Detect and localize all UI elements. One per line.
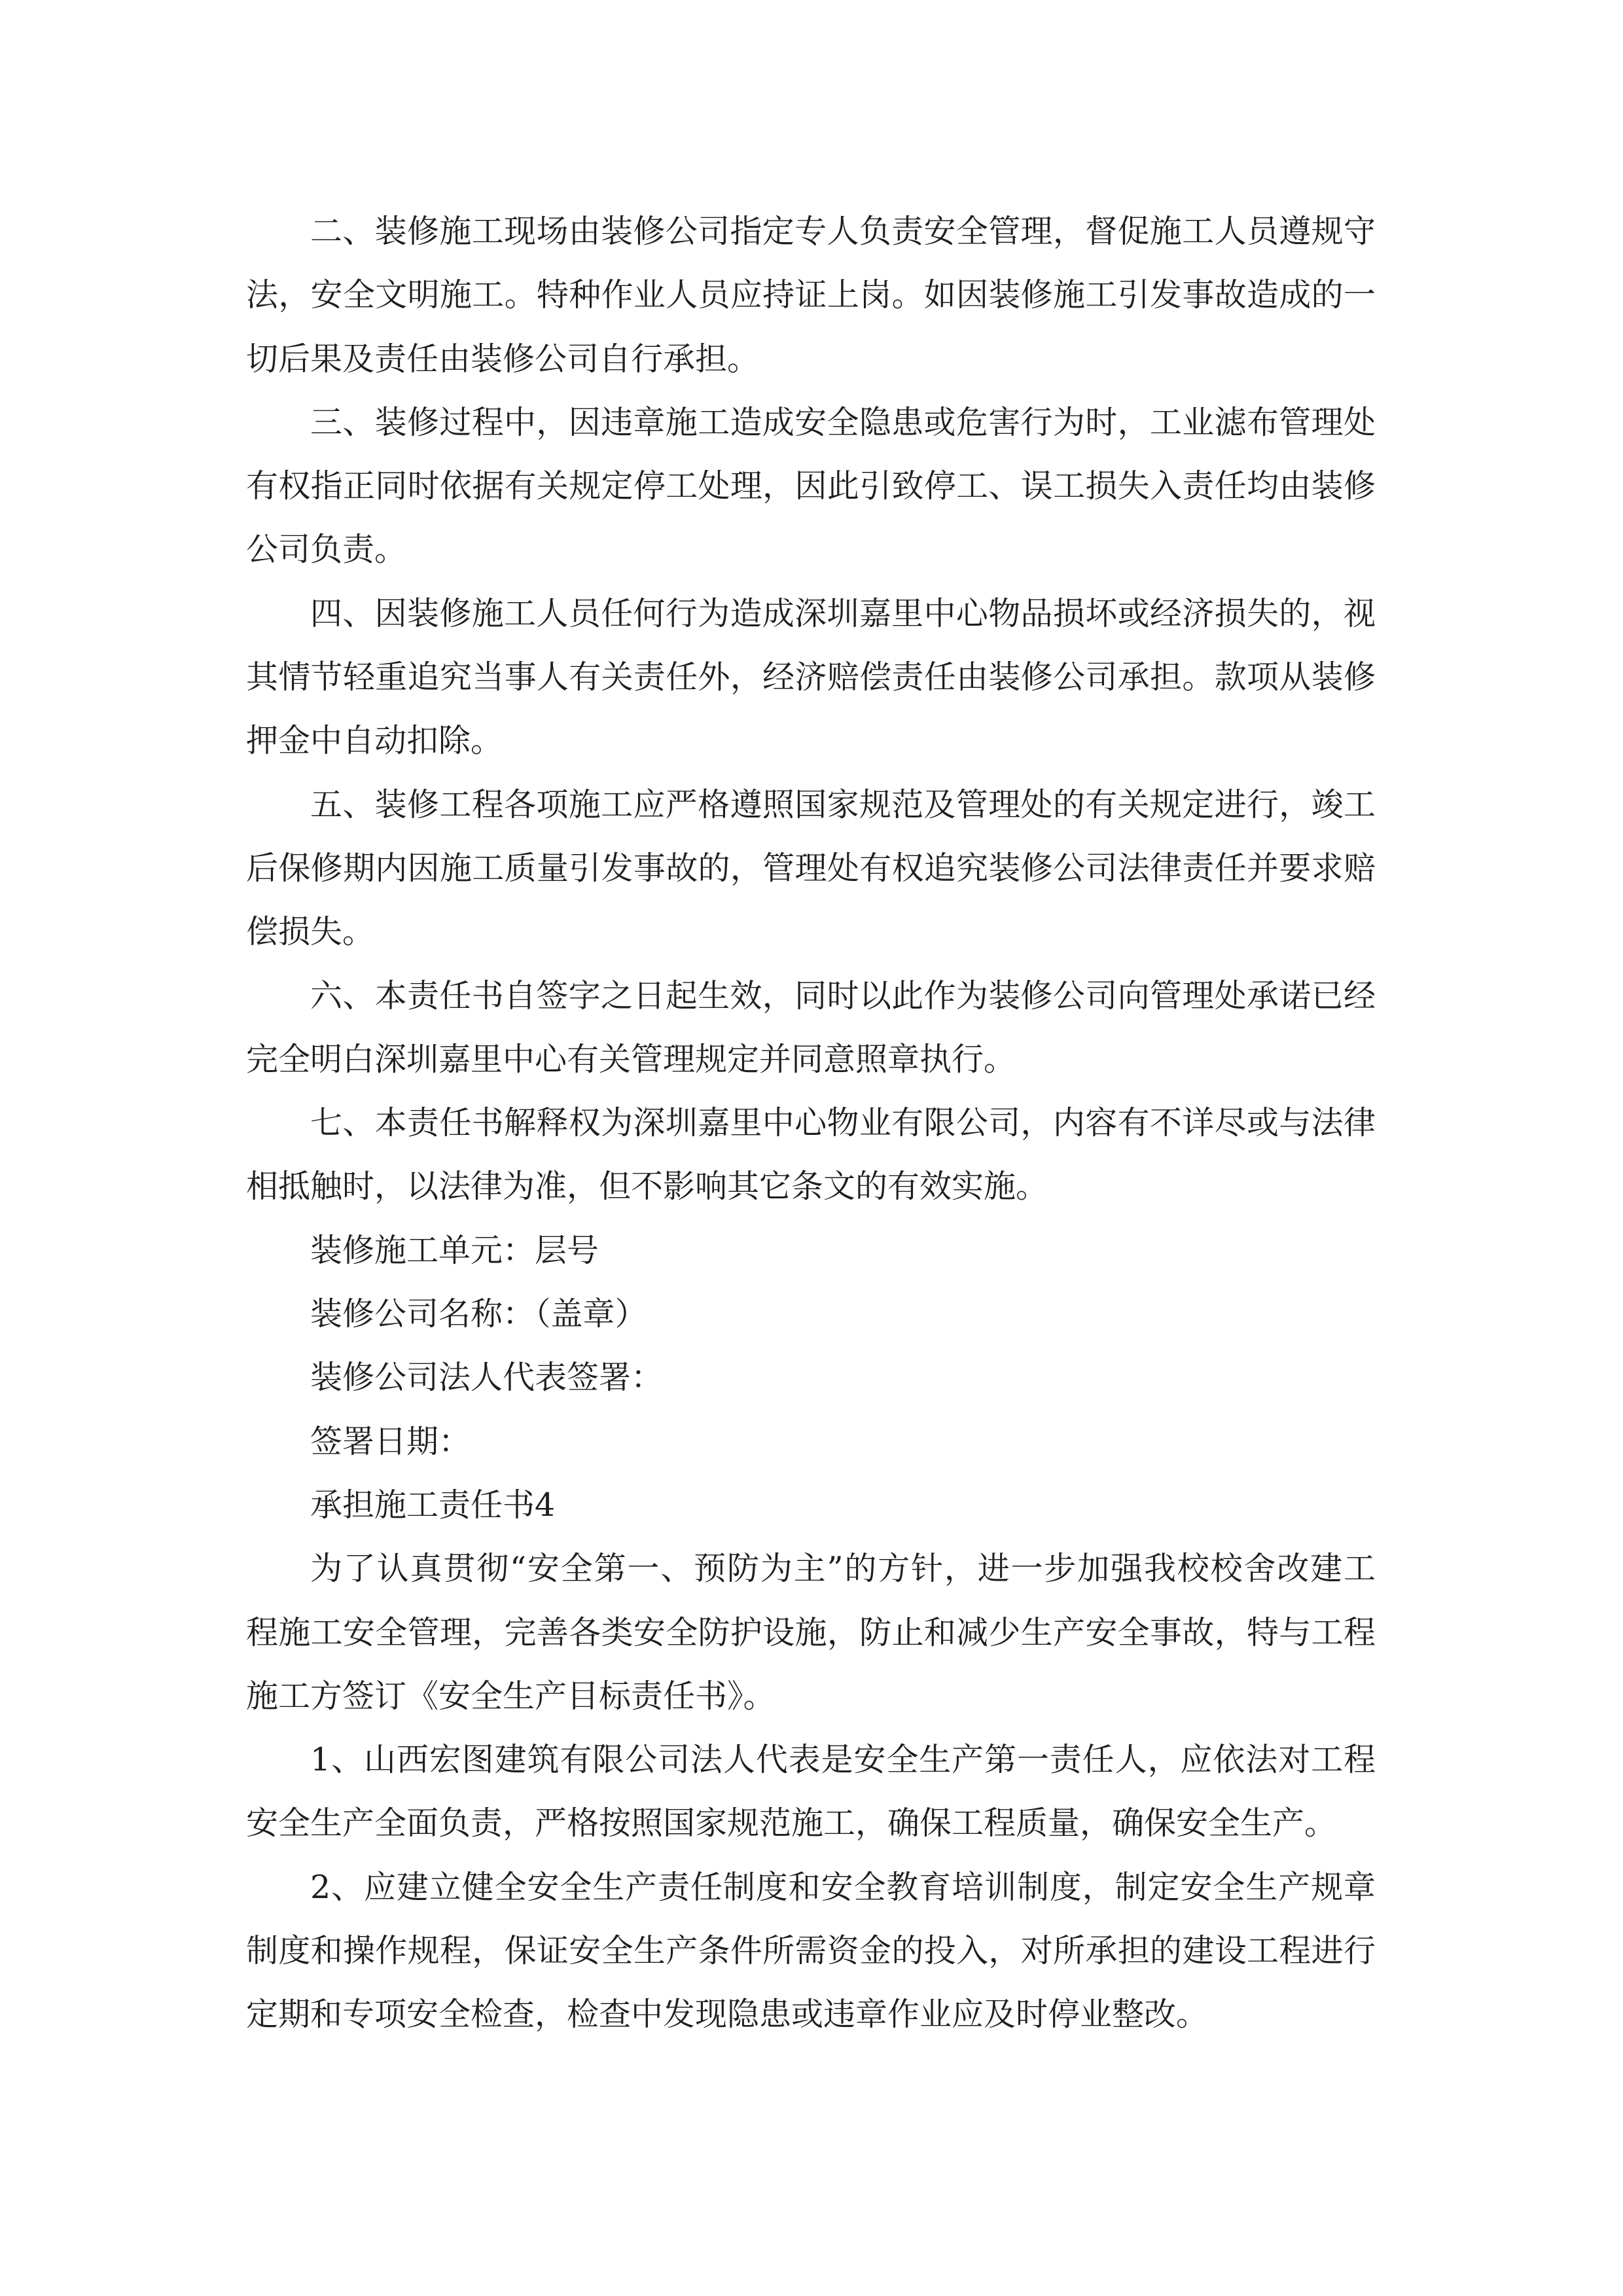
- field-label: 装修公司名称：（盖章）: [310, 1295, 647, 1333]
- paragraph-line: 切后果及责任由装修公司自行承担。: [246, 340, 760, 378]
- clause-6-paragraph: [246, 964, 1376, 1092]
- paragraph-line: 相抵触时，以法律为准，但不影响其它条文的有效实施。: [246, 1168, 1048, 1206]
- paragraph-line: 押金中自动扣除。: [246, 722, 503, 760]
- section-title: [246, 1473, 1376, 1537]
- paragraph-line: 四、因装修施工人员任何行为造成深圳嘉里中心物品损坏或经济损失的，视: [310, 594, 1376, 632]
- paragraph-line: 七、本责任书解释权为深圳嘉里中心物业有限公司，内容有不详尽或与法律: [310, 1104, 1376, 1142]
- item-2-paragraph: [246, 1856, 1376, 2047]
- paragraph-line: 程施工安全管理，完善各类安全防护设施，防止和减少生产安全事故，特与工程: [246, 1613, 1376, 1651]
- paragraph-line: 六、本责任书自签字之日起生效，同时以此作为装修公司向管理处承诺已经: [310, 977, 1376, 1014]
- paragraph-line: 施工方签订《安全生产目标责任书》。: [246, 1677, 776, 1715]
- paragraph-line: 定期和专项安全检查，检查中发现隐患或违章作业应及时停业整改。: [246, 1996, 1209, 2034]
- paragraph-line: 五、装修工程各项施工应严格遵照国家规范及管理处的有关规定进行，竣工: [310, 785, 1376, 823]
- paragraph-line: 法，安全文明施工。特种作业人员应持证上岗。如因装修施工引发事故造成的一: [246, 276, 1376, 314]
- paragraph-line: 制度和操作规程，保证安全生产条件所需资金的投入，对所承担的建设工程进行: [246, 1932, 1376, 1970]
- company-name-field: [246, 1282, 1376, 1346]
- construction-unit-field: [246, 1219, 1376, 1282]
- clause-4-paragraph: [246, 582, 1376, 773]
- legal-representative-signature-field: [246, 1346, 1376, 1409]
- paragraph-line: 为了认真贯彻“安全第一、预防为主”的方针，进一步加强我校校舍改建工: [310, 1550, 1376, 1588]
- paragraph-line: 其情节轻重追究当事人有关责任外，经济赔偿责任由装修公司承担。款项从装修: [246, 658, 1376, 696]
- paragraph-line: 公司负责。: [246, 531, 407, 569]
- signing-date-field: [246, 1410, 1376, 1473]
- paragraph-line: 偿损失。: [246, 913, 375, 951]
- document-page: [246, 200, 1376, 2047]
- field-label: 装修公司法人代表签署：: [310, 1359, 664, 1397]
- field-label: 签署日期：: [310, 1422, 471, 1460]
- field-label: 装修施工单元：层号: [310, 1231, 599, 1269]
- section-title-text: 承担施工责任书4: [310, 1486, 556, 1524]
- paragraph-line: 二、装修施工现场由装修公司指定专人负责安全管理，督促施工人员遵规守: [310, 213, 1376, 250]
- paragraph-line: 后保修期内因施工质量引发事故的，管理处有权追究装修公司法律责任并要求赔: [246, 849, 1376, 887]
- clause-3-paragraph: [246, 391, 1376, 582]
- item-1-paragraph: [246, 1728, 1376, 1856]
- clause-2-paragraph: [246, 200, 1376, 391]
- clause-5-paragraph: [246, 773, 1376, 964]
- paragraph-line: 有权指正同时依据有关规定停工处理，因此引致停工、误工损失入责任均由装修: [246, 467, 1376, 505]
- intro-paragraph: [246, 1537, 1376, 1728]
- paragraph-line: 三、装修过程中，因违章施工造成安全隐患或危害行为时，工业滤布管理处: [310, 403, 1376, 441]
- paragraph-line: 1、山西宏图建筑有限公司法人代表是安全生产第一责任人，应依法对工程: [310, 1741, 1376, 1779]
- paragraph-line: 安全生产全面负责，严格按照国家规范施工，确保工程质量，确保安全生产。: [246, 1804, 1337, 1842]
- paragraph-line: 2、应建立健全安全生产责任制度和安全教育培训制度，制定安全生产规章: [310, 1868, 1376, 1906]
- paragraph-line: 完全明白深圳嘉里中心有关管理规定并同意照章执行。: [246, 1040, 1016, 1078]
- clause-7-paragraph: [246, 1091, 1376, 1219]
